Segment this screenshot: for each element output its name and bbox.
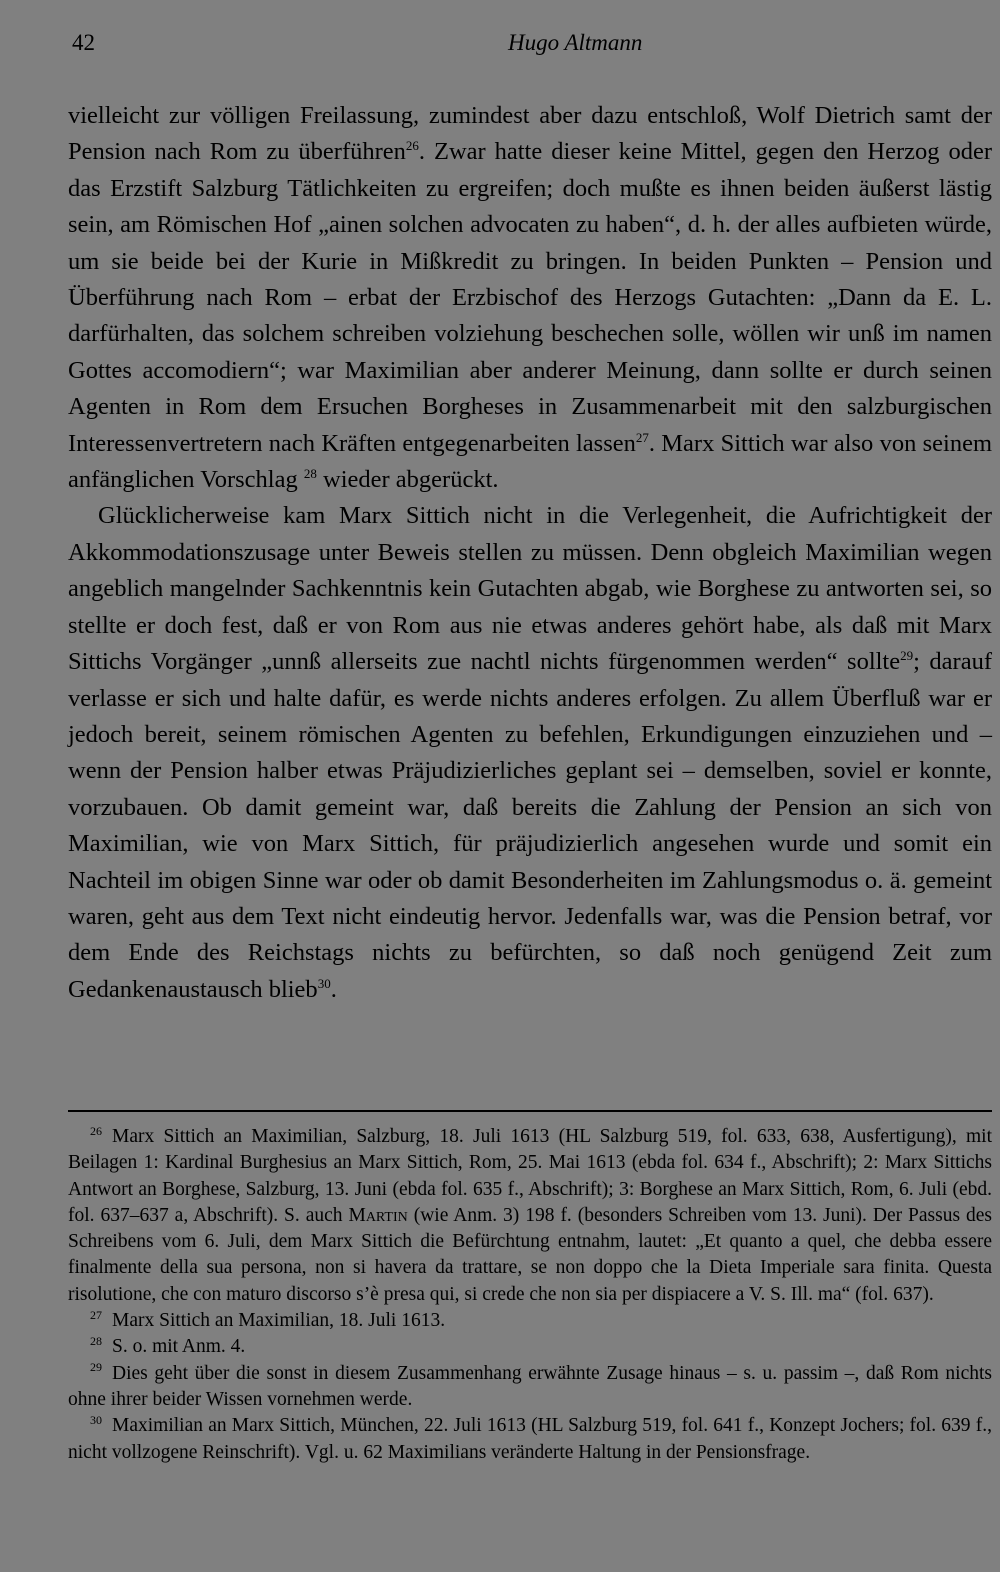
text-run: ; darauf verlasse er sich und halte dafür, es werde nichts anderes erfolgen. Zu allem Überfluß war er jedoch bereit, seinem römischen Agenten zu befehlen, Erkundigungen einzuziehen und – wenn der Pension halber etwas Präjudizierliches geplant sei – demselben, soviel er konnte, vorzubauen. Ob damit gemeint war, daß bereits die Zahlung der Pension an sich von Maximilian, wie von Marx Sittich, für präjudizierlich angesehen wurde und somit ein Nachteil im obigen Sinne war oder ob damit Besonderheiten im Zahlungsmodus o. ä. gemeint waren, geht aus dem Text nicht eindeutig hervor. Jedenfalls war, was die Pension betraf, vor dem Ende des Reichstags nichts zu befürchten, so daß noch genügend Zeit zum Gedankenaustausch blieb bbox=[68, 648, 992, 1003]
text-run: wieder abgerückt. bbox=[316, 466, 499, 494]
text-run: . bbox=[330, 975, 337, 1003]
text-run: . Zwar hatte dieser keine Mittel, gegen den Herzog oder das Erzstift Salzburg Tätlichkeiten zu ergreifen; doch mußte es ihnen beiden äußerst lästig sein, am Römischen Hof „ainen solchen advocaten zu haben“, d. h. der alles aufbieten würde, um sie beide bei der Kurie in Mißkredit zu bringen. In beiden Punkten – Pension und Überführung nach Rom – erbat der Erzbischof des Herzogs Gutachten: „Dann da E. L. darfürhalten, das solchem schreiben volziehung beschechen solle, wöllen wir unß im namen Gottes accomodiern“; war Maximilian aber anderer Meinung, dann sollte er durch seinen Agenten in Rom dem Ersuchen Borgheses in Zusammenarbeit mit den salzburgischen Interessenvertretern nach Kräften entgegenarbeiten lassen bbox=[68, 138, 992, 457]
footnotes bbox=[68, 1124, 992, 1466]
footnote-28 bbox=[68, 1334, 992, 1360]
footnote-text: S. o. mit Anm. 4. bbox=[112, 1336, 246, 1358]
footnote-ref-28[interactable]: 28 bbox=[303, 465, 317, 481]
footnote-ref-27[interactable]: 27 bbox=[635, 429, 649, 445]
footnote-divider bbox=[68, 1110, 992, 1112]
footnote-number: 27 bbox=[90, 1307, 102, 1322]
footnote-text: Marx Sittich an Maximilian, Salzburg, 18. Juli 1613 (HL Salzburg 519, fol. 633, 638, Ausfertigung), mit Beilagen 1: Kardinal Burghesius an Marx Sittich, Rom, 25. Mai 1613 (ebda fol. 634 f., Abschrift); 2: Marx Sittichs Antwort an Borghese, Salzburg, 13. Juni (ebda fol. 635 f., Abschrift); 3: Borghese an Marx Sittich, Rom, 6. Juli (ebd. fol. 637–637 a, Abschrift). S. auch bbox=[68, 1126, 992, 1226]
footnote-ref-26[interactable]: 26 bbox=[405, 138, 419, 154]
text-run: vielleicht zur völligen Freilassung, zumindest aber dazu entschloß, Wolf Dietrich samt der Pension nach Rom zu überführen bbox=[68, 102, 992, 166]
footnote-26 bbox=[68, 1124, 992, 1308]
footnote-text: (wie Anm. 3) 198 f. (besonders Schreiben vom 13. Juni). Der Passus des Schreibens vom 6. Juli, dem Marx Sittich die Befürchtung entnahm, lautet: „Et quanto a quel, che debba essere finalmente della sua persona, non si havera da trattare, se non doppo che la Dieta Imperiale sara finita. Questa risolutione, che con maturo discorso s’è presa qui, si crede che non sia per dispiacere a V. S. Ill. ma“ (fol. 637). bbox=[68, 1204, 992, 1305]
running-head: Hugo Altmann bbox=[508, 30, 643, 55]
main-text bbox=[68, 98, 992, 1008]
footnote-text: Dies geht über die sonst in diesem Zusammenhang erwähnte Zusage hinaus – s. u. passim –, daß Rom nichts ohne ihrer beider Wissen vornehmen werde. bbox=[68, 1362, 992, 1410]
paragraph-1 bbox=[68, 98, 992, 498]
page-number: 42 bbox=[72, 30, 95, 55]
footnote-number: 29 bbox=[90, 1360, 102, 1375]
footnote-number: 26 bbox=[90, 1123, 102, 1138]
footnote-30 bbox=[68, 1413, 992, 1466]
footnote-number: 28 bbox=[90, 1333, 102, 1348]
footnote-29 bbox=[68, 1361, 992, 1414]
page-header bbox=[68, 30, 992, 60]
footnote-ref-30[interactable]: 30 bbox=[317, 975, 331, 991]
footnote-number: 30 bbox=[90, 1412, 102, 1427]
footnote-27 bbox=[68, 1308, 992, 1334]
text-run: Glücklicherweise kam Marx Sittich nicht in die Verlegenheit, die Aufrichtigkeit der Akkommodationszusage unter Beweis stellen zu müssen. Denn obgleich Maximilian wegen angeblich mangelnder Sachkenntnis kein Gutachten abgab, wie Borghese zu antworten sei, so stellte er doch fest, daß er von Rom aus nie etwas anderes gehört habe, als daß mit Marx Sittichs Vorgänger „unnß allerseits zue nachtl nichts fürgenommen werden“ sollte bbox=[68, 502, 992, 676]
text-run: . Marx Sittich war also von seinem anfänglichen Vorschlag bbox=[68, 429, 992, 494]
author-name: Martin bbox=[348, 1204, 408, 1226]
footnote-text: Maximilian an Marx Sittich, München, 22. Juli 1613 (HL Salzburg 519, fol. 641 f., Konzept Jochers; fol. 639 f., nicht vollzogene Reinschrift). Vgl. u. 62 Maximilians veränderte Haltung in der Pensionsfrage. bbox=[68, 1415, 992, 1463]
footnote-text: Marx Sittich an Maximilian, 18. Juli 1613. bbox=[112, 1310, 446, 1332]
footnote-ref-29[interactable]: 29 bbox=[900, 647, 914, 663]
paragraph-2 bbox=[68, 498, 992, 1008]
